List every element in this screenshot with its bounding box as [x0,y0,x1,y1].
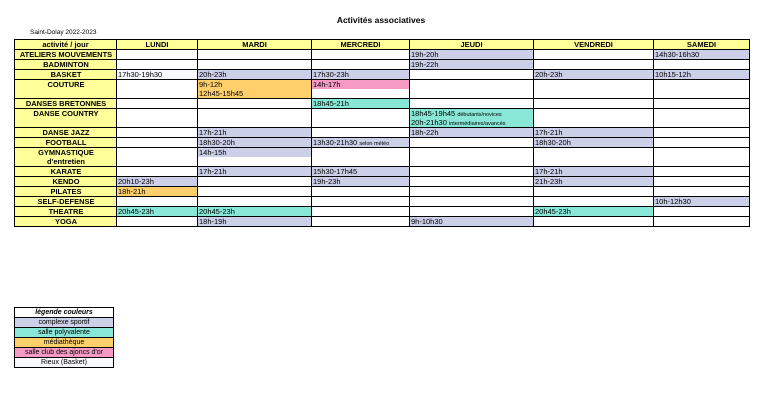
time-slot-hours: 20h45-23h [199,207,235,216]
activity-cell [15,217,117,227]
time-slot-hours: 17h30-19h30 [118,70,163,79]
time-slot-hours: 18h30-20h [199,138,235,147]
time-slot [534,138,653,147]
time-slot-hours: 20h45-23h [118,207,154,216]
schedule-cell-vendredi [534,109,654,128]
schedule-cell-jeudi [410,60,534,70]
time-slot [534,177,653,186]
activity-name: THEATRE [48,207,84,216]
time-slot [312,99,409,108]
time-slot-hours: 20h-23h [199,70,227,79]
time-slot [198,138,311,147]
time-slot-hours: 19h-22h [411,60,439,69]
time-slot-hours: 9h-10h30 [411,217,443,226]
schedule-cell-lundi [117,187,198,197]
schedule-cell-samedi [654,138,750,148]
schedule-row [15,99,750,109]
schedule-cell-samedi [654,60,750,70]
schedule-cell-vendredi [534,70,654,80]
schedule-row [15,177,750,187]
time-slot-note: intermédiaires/avancés [448,121,506,127]
time-slot [410,128,533,137]
schedule-row [15,148,750,167]
schedule-cell-lundi [117,138,198,148]
schedule-cell-mardi [198,80,312,99]
time-slot-hours: 13h30-21h30 [313,138,358,147]
schedule-cell-mardi [198,99,312,109]
time-slot-hours: 20h-23h [535,70,563,79]
time-slot [117,187,197,196]
activity-name: GYMNASTIQUE [38,148,94,157]
time-slot [198,167,311,176]
schedule-cell-lundi [117,80,198,99]
schedule-cell-mercredi [312,177,410,187]
time-slot-hours: 14h-17h [313,80,341,89]
activity-name: DANSES BRETONNES [25,99,107,108]
schedule-cell-mercredi [312,50,410,60]
legend-item: complexe sportif [15,318,114,328]
schedule-cell-mardi [198,217,312,227]
schedule-cell-jeudi [410,70,534,80]
header-lundi: LUNDI [117,40,198,50]
schedule-cell-mardi [198,197,312,207]
time-slot-hours: 10h-12h30 [655,197,691,206]
schedule-cell-lundi [117,109,198,128]
schedule-cell-samedi [654,128,750,138]
schedule-cell-vendredi [534,50,654,60]
activity-name: KENDO [52,177,80,186]
schedule-cell-vendredi [534,207,654,217]
schedule-cell-mardi [198,148,312,167]
season-label: Saint-Dolay 2022-2023 [30,29,97,36]
activity-cell [15,80,117,99]
time-slot [198,80,311,89]
header-activity: activité / jour [15,40,117,50]
time-slot [198,207,311,216]
time-slot [312,177,409,186]
schedule-row [15,197,750,207]
activity-cell [15,207,117,217]
schedule-cell-mercredi [312,138,410,148]
time-slot [654,197,749,206]
schedule-cell-samedi [654,187,750,197]
schedule-cell-lundi [117,177,198,187]
header-jeudi: JEUDI [410,40,534,50]
time-slot-hours: 17h-21h [199,128,227,137]
schedule-cell-lundi [117,167,198,177]
schedule-cell-lundi [117,207,198,217]
time-slot-hours: 9h-12h [199,80,223,89]
schedule-cell-mercredi [312,109,410,128]
schedule-cell-mercredi [312,187,410,197]
header-mercredi: MERCREDI [312,40,410,50]
schedule-cell-jeudi [410,80,534,99]
time-slot-hours: 21h-23h [535,177,563,186]
schedule-cell-mercredi [312,167,410,177]
time-slot [312,138,409,147]
schedule-cell-mardi [198,177,312,187]
time-slot-hours: 18h-19h [199,217,227,226]
schedule-cell-jeudi [410,177,534,187]
schedule-cell-lundi [117,70,198,80]
schedule-cell-vendredi [534,187,654,197]
schedule-cell-vendredi [534,99,654,109]
schedule-cell-vendredi [534,60,654,70]
schedule-cell-jeudi [410,50,534,60]
activity-name: YOGA [54,217,78,226]
time-slot [410,217,533,226]
schedule-cell-mercredi [312,60,410,70]
schedule-cell-jeudi [410,109,534,128]
schedule-row [15,138,750,148]
schedule-cell-jeudi [410,207,534,217]
schedule-cell-lundi [117,128,198,138]
activity-cell [15,197,117,207]
time-slot-hours: 18h45-21h [313,99,349,108]
time-slot [410,118,533,127]
schedule-cell-vendredi [534,148,654,167]
schedule-cell-samedi [654,217,750,227]
schedule-row [15,167,750,177]
schedule-cell-lundi [117,148,198,167]
legend-item: salle club des ajoncs d'or [15,348,114,358]
schedule-cell-samedi [654,177,750,187]
schedule-table [14,39,750,227]
time-slot-hours: 20h10-23h [118,177,154,186]
time-slot [117,70,197,79]
schedule-row [15,187,750,197]
activity-name: ATELIERS MOUVEMENTS [19,50,113,59]
schedule-cell-mercredi [312,217,410,227]
time-slot-hours: 15h30-17h45 [313,167,358,176]
page-title: Activités associatives [336,15,426,25]
schedule-cell-jeudi [410,148,534,167]
schedule-cell-samedi [654,148,750,167]
activity-name: SELF-DEFENSE [37,197,95,206]
schedule-cell-mercredi [312,148,410,167]
header-vendredi: VENDREDI [534,40,654,50]
schedule-cell-vendredi [534,167,654,177]
time-slot-hours: 18h-22h [411,128,439,137]
header-samedi: SAMEDI [654,40,750,50]
time-slot-note: selon météo [359,141,390,147]
schedule-cell-jeudi [410,187,534,197]
schedule-cell-samedi [654,109,750,128]
schedule-cell-mardi [198,70,312,80]
legend-item: Rieux (Basket) [15,358,114,368]
schedule-row [15,60,750,70]
time-slot-hours: 17h-21h [199,167,227,176]
schedule-cell-samedi [654,207,750,217]
time-slot [312,80,409,89]
schedule-cell-jeudi [410,128,534,138]
schedule-row [15,128,750,138]
time-slot [198,70,311,79]
time-slot [410,50,533,59]
schedule-cell-mardi [198,128,312,138]
schedule-cell-mardi [198,207,312,217]
schedule-body [15,50,750,227]
activity-name: d'entretien [46,157,86,166]
time-slot [534,207,653,216]
activity-name: BASKET [50,70,82,79]
schedule-cell-mercredi [312,207,410,217]
schedule-cell-jeudi [410,99,534,109]
activity-name: FOOTBALL [45,138,87,147]
activity-cell [15,60,117,70]
activity-cell [15,50,117,60]
time-slot-hours: 20h-21h30 [411,118,447,127]
schedule-cell-jeudi [410,167,534,177]
activity-cell [15,109,117,128]
time-slot [312,70,409,79]
activity-cell [15,148,117,167]
time-slot-hours: 17h-21h [535,167,563,176]
time-slot [410,109,533,118]
header-row [15,40,750,50]
schedule-row [15,217,750,227]
schedule-cell-mercredi [312,99,410,109]
time-slot [117,177,197,186]
activity-name: DANSE JAZZ [42,128,90,137]
time-slot [534,167,653,176]
schedule-cell-mardi [198,60,312,70]
schedule-cell-mercredi [312,80,410,99]
time-slot-hours: 18h45-19h45 [411,109,456,118]
activity-cell [15,99,117,109]
schedule-cell-jeudi [410,217,534,227]
time-slot-note: débutants/novices [457,112,502,118]
time-slot [312,167,409,176]
time-slot-hours: 17h-21h [535,128,563,137]
time-slot-hours: 10h15-12h [655,70,691,79]
time-slot [654,50,749,59]
schedule-cell-mardi [198,50,312,60]
time-slot [117,207,197,216]
time-slot-hours: 19h-23h [313,177,341,186]
schedule-row [15,70,750,80]
schedule-cell-jeudi [410,197,534,207]
schedule-row [15,80,750,99]
time-slot-hours: 20h45-23h [535,207,571,216]
schedule-cell-mardi [198,109,312,128]
schedule-cell-samedi [654,50,750,60]
activity-cell [15,138,117,148]
schedule-cell-mardi [198,138,312,148]
schedule-cell-samedi [654,197,750,207]
schedule-cell-jeudi [410,138,534,148]
activity-name: DANSE COUNTRY [33,109,99,118]
schedule-cell-vendredi [534,217,654,227]
schedule-cell-samedi [654,80,750,99]
schedule-cell-samedi [654,99,750,109]
schedule-cell-mercredi [312,70,410,80]
schedule-row [15,109,750,128]
schedule-cell-vendredi [534,128,654,138]
schedule-cell-lundi [117,60,198,70]
time-slot-hours: 17h30-23h [313,70,349,79]
schedule-cell-vendredi [534,138,654,148]
legend-item: salle polyvalente [15,328,114,338]
schedule-row [15,207,750,217]
time-slot [534,128,653,137]
activity-name: PILATES [50,187,82,196]
schedule-cell-samedi [654,167,750,177]
legend-title: légende couleurs [15,308,114,318]
time-slot [534,70,653,79]
time-slot-hours: 18h30-20h [535,138,571,147]
time-slot-hours: 14h30-16h30 [655,50,700,59]
schedule-row [15,50,750,60]
schedule-cell-mardi [198,187,312,197]
schedule-cell-mardi [198,167,312,177]
activity-cell [15,70,117,80]
activity-name: KARATE [50,167,82,176]
time-slot-hours: 18h-21h [118,187,146,196]
schedule-cell-lundi [117,217,198,227]
header-mardi: MARDI [198,40,312,50]
schedule-cell-mercredi [312,128,410,138]
time-slot [654,70,749,79]
time-slot-hours: 14h-15h [199,148,227,157]
time-slot-hours: 12h45-15h45 [199,89,244,98]
legend-item: médiathèque [15,338,114,348]
schedule-cell-vendredi [534,177,654,187]
schedule-cell-lundi [117,50,198,60]
activity-cell [15,187,117,197]
time-slot-hours: 19h-20h [411,50,439,59]
time-slot [198,148,311,157]
activity-cell [15,177,117,187]
schedule-cell-vendredi [534,197,654,207]
time-slot [198,89,311,98]
activity-name: COUTURE [47,80,85,89]
schedule-cell-lundi [117,99,198,109]
schedule-cell-samedi [654,70,750,80]
activity-name: BADMINTON [43,60,89,69]
activity-cell [15,167,117,177]
schedule-cell-lundi [117,197,198,207]
time-slot [410,60,533,69]
activity-cell [15,128,117,138]
schedule-cell-vendredi [534,80,654,99]
color-legend [14,307,114,368]
schedule-cell-mercredi [312,197,410,207]
time-slot [198,128,311,137]
time-slot [198,217,311,226]
